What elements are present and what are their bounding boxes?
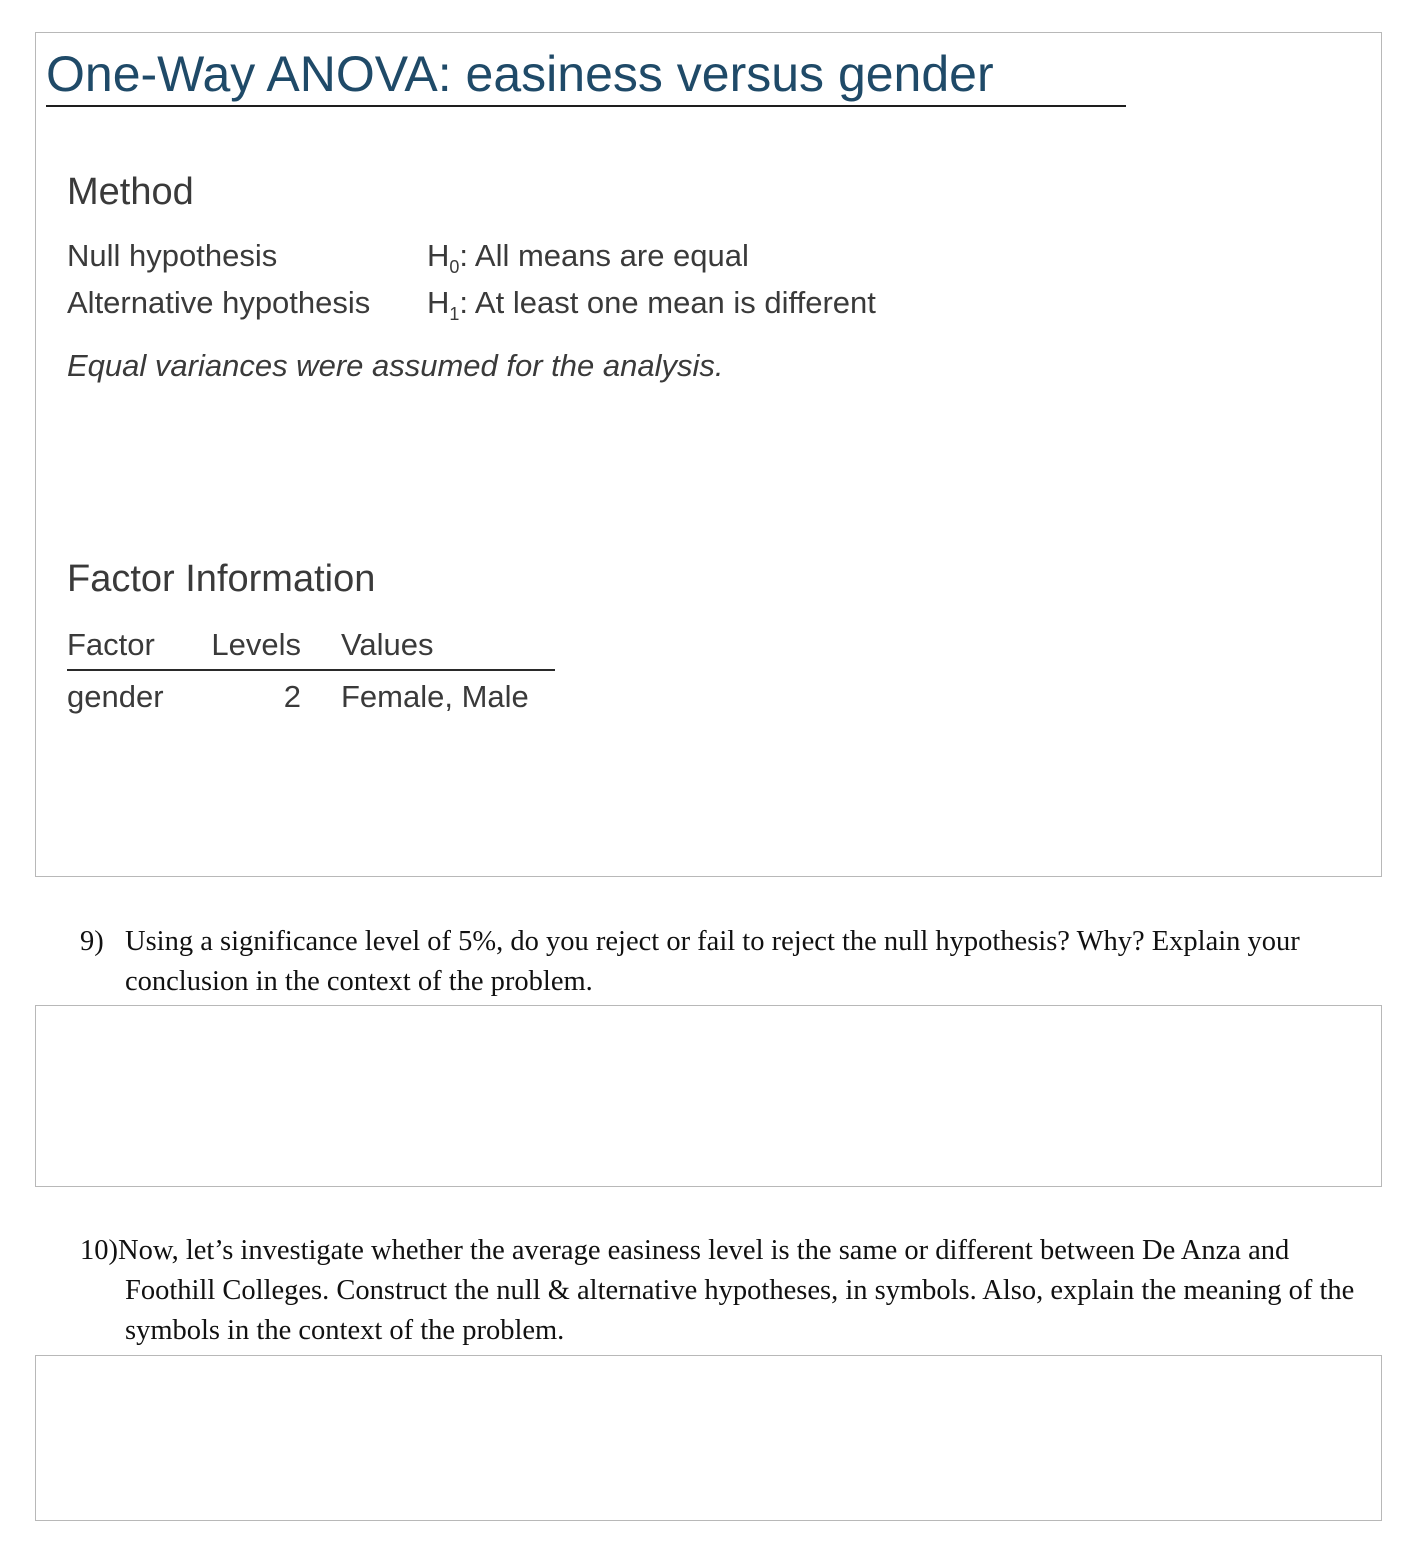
equal-variance-note: Equal variances were assumed for the analysis. — [67, 348, 724, 383]
answer-box-question-9[interactable] — [35, 1005, 1382, 1187]
factor-information-heading: Factor Information — [67, 558, 376, 600]
column-header-levels: Levels — [207, 627, 341, 670]
question-text: Using a significance level of 5%, do you reject or fail to reject the null hypothesis? Why? Explain your conclusion in the context of the problem. — [125, 926, 1300, 997]
column-header-factor: Factor — [67, 627, 207, 670]
alternative-hypothesis-symbol: $H_1$ — [427, 285, 460, 325]
anova-output-panel — [35, 32, 1382, 877]
alternative-hypothesis-row — [67, 285, 876, 325]
question-number: 10) — [80, 1235, 118, 1266]
question-number: 9) — [80, 926, 104, 957]
null-hypothesis-row — [67, 238, 749, 278]
answer-box-question-10[interactable] — [35, 1355, 1382, 1521]
cell-factor: gender — [67, 679, 164, 714]
factor-information-table — [67, 627, 555, 715]
column-header-values: Values — [341, 627, 555, 670]
cell-values: Female, Male — [341, 679, 529, 714]
method-heading: Method — [67, 171, 194, 213]
alternative-hypothesis-label: Alternative hypothesis — [67, 285, 371, 320]
null-hypothesis-symbol: $H_0$ — [427, 238, 460, 278]
table-row — [67, 670, 555, 715]
null-hypothesis-text: : All means are equal — [459, 238, 749, 273]
question-9 — [80, 922, 1380, 1002]
question-10 — [80, 1231, 1380, 1351]
null-hypothesis-label: Null hypothesis — [67, 238, 278, 273]
table-header-row — [67, 627, 555, 670]
cell-levels: 2 — [283, 679, 301, 714]
question-text: 10)Now, let’s investigate whether the average easiness level is the same or different between De Anza and Foothill Colleges. Construct the null & alternative hypotheses, in symbols. Also, explain the meaning of the symbols in the context of the problem. — [80, 1235, 1355, 1346]
alternative-hypothesis-text: : At least one mean is different — [459, 285, 876, 320]
report-title: One-Way ANOVA: easiness versus gender — [46, 43, 1126, 107]
